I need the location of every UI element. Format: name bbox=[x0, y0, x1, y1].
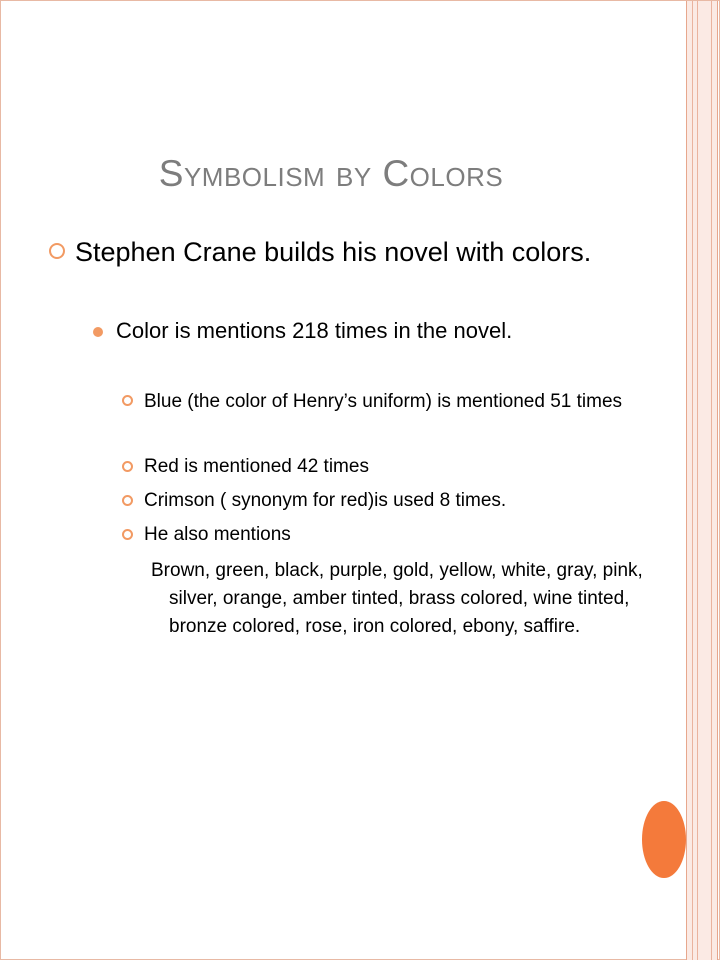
sub-bullet: Red is mentioned 42 times bbox=[144, 456, 369, 477]
right-decorative-bar bbox=[686, 1, 718, 960]
bullet-level-1: Stephen Crane builds his novel with colors. bbox=[75, 237, 592, 267]
bar-line bbox=[692, 1, 693, 960]
dot-bullet-icon bbox=[93, 327, 103, 337]
slide-title: Symbolism by Colors bbox=[158, 153, 504, 194]
bar-line bbox=[697, 1, 698, 960]
bullet-level-2: Color is mentions 218 times in the novel. bbox=[116, 318, 513, 343]
color-list-text: Brown, green, black, purple, gold, yellow, white, gray, pink, silver, orange, amber tinted, brass colored, wine tinted, bronze colored, rose, iron colored, ebony, saffire. bbox=[151, 560, 643, 637]
ring-bullet-icon bbox=[122, 461, 133, 472]
sub-bullet: He also mentions bbox=[144, 524, 291, 545]
orange-oval-decoration bbox=[642, 801, 686, 878]
sub-bullet: Blue (the color of Henry’s uniform) is mentioned 51 times bbox=[144, 391, 623, 412]
ring-bullet-icon bbox=[122, 395, 133, 406]
ring-bullet-icon bbox=[122, 495, 133, 506]
ring-bullet-icon bbox=[122, 529, 133, 540]
sub-bullet: Crimson ( synonym for red)is used 8 times. bbox=[144, 490, 507, 511]
bar-line bbox=[711, 1, 712, 960]
ring-bullet-icon bbox=[49, 243, 65, 259]
